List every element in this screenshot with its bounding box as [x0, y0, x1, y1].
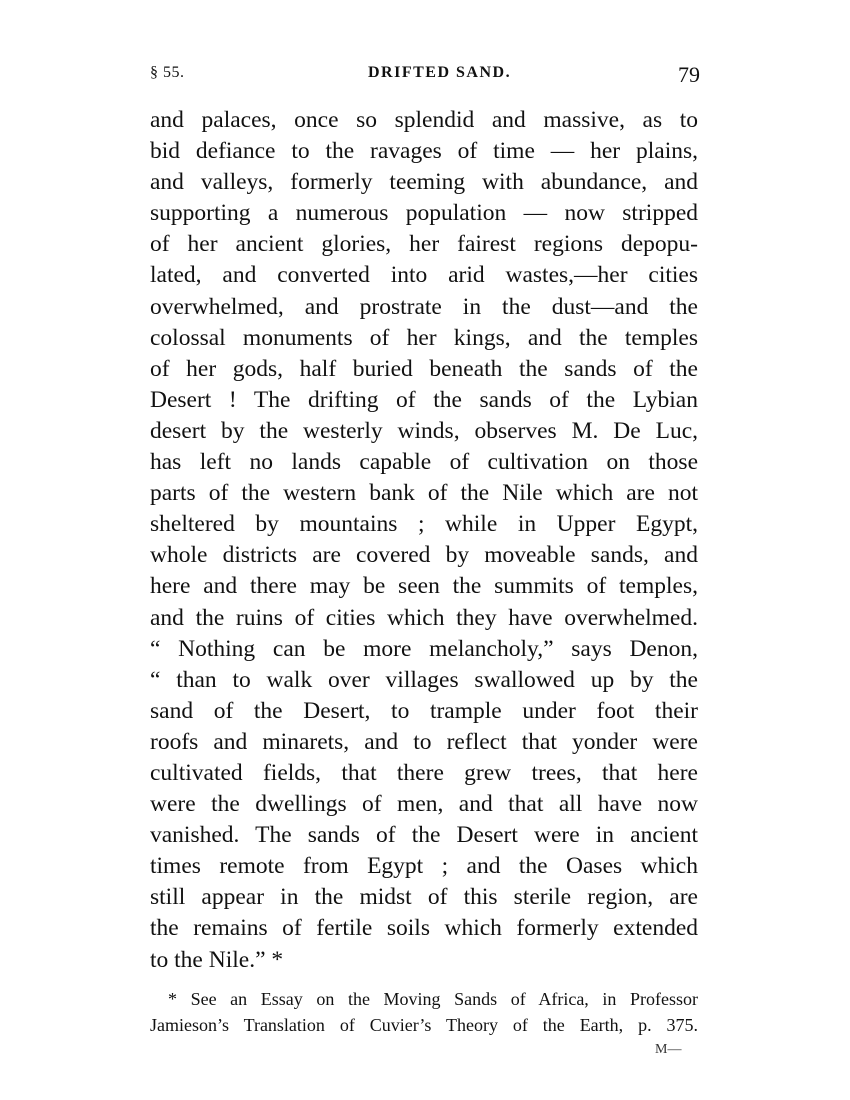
text-line: has left no lands capable of cultivation on those	[150, 449, 698, 476]
text-line: the remains of fertile soils which formerly extended	[150, 915, 698, 942]
text-line: “ than to walk over villages swallowed up by the	[150, 666, 698, 693]
text-line: of her gods, half buried beneath the sands of the	[150, 355, 698, 382]
footnote	[150, 986, 698, 1038]
page-number: 79	[678, 62, 700, 87]
text-line: colossal monuments of her kings, and the temples	[150, 324, 698, 351]
text-line: overwhelmed, and prostrate in the dust—and the	[150, 293, 698, 320]
text-line: still appear in the midst of this sterile region, are	[150, 884, 698, 911]
catchword: M—	[655, 1042, 682, 1057]
text-line: and valleys, formerly teeming with abundance, and	[150, 169, 698, 196]
text-line: here and there may be seen the summits of temples,	[150, 573, 698, 600]
text-line: cultivated fields, that there grew trees, that here	[150, 759, 698, 786]
text-line: desert by the westerly winds, observes M. De Luc,	[150, 417, 698, 444]
text-line: bid defiance to the ravages of time — her plains,	[150, 138, 698, 165]
running-header	[150, 60, 710, 90]
text-line: Desert ! The drifting of the sands of the Lybian	[150, 386, 698, 413]
text-line: were the dwellings of men, and that all have now	[150, 791, 698, 818]
text-line: supporting a numerous population — now stripped	[150, 200, 698, 227]
text-line: of her ancient glories, her fairest regions depopu-	[150, 231, 698, 258]
body-paragraph	[150, 105, 698, 976]
text-line: whole districts are covered by moveable sands, and	[150, 542, 698, 569]
text-line: to the Nile.” *	[150, 946, 284, 973]
footnote-line: Jamieson’s Translation of Cuvier’s Theory of the Earth, p. 375.	[150, 1015, 698, 1035]
running-title: DRIFTED SAND.	[368, 64, 512, 81]
text-line: and palaces, once so splendid and massive, as to	[150, 107, 698, 133]
text-line: vanished. The sands of the Desert were in ancient	[150, 822, 698, 849]
text-line: roofs and minarets, and to reflect that yonder were	[150, 728, 698, 755]
text-line: sand of the Desert, to trample under foot their	[150, 697, 698, 724]
footnote-line: * See an Essay on the Moving Sands of Africa, in Professor	[168, 989, 698, 1009]
text-line: parts of the western bank of the Nile which are not	[150, 480, 698, 507]
text-line: sheltered by mountains ; while in Upper Egypt,	[150, 511, 698, 538]
text-line: “ Nothing can be more melancholy,” says Denon,	[150, 635, 698, 662]
section-number: § 55.	[150, 64, 185, 81]
text-line: and the ruins of cities which they have overwhelmed.	[150, 604, 698, 631]
text-line: lated, and converted into arid wastes,—her cities	[150, 262, 698, 289]
text-line: times remote from Egypt ; and the Oases which	[150, 853, 698, 880]
